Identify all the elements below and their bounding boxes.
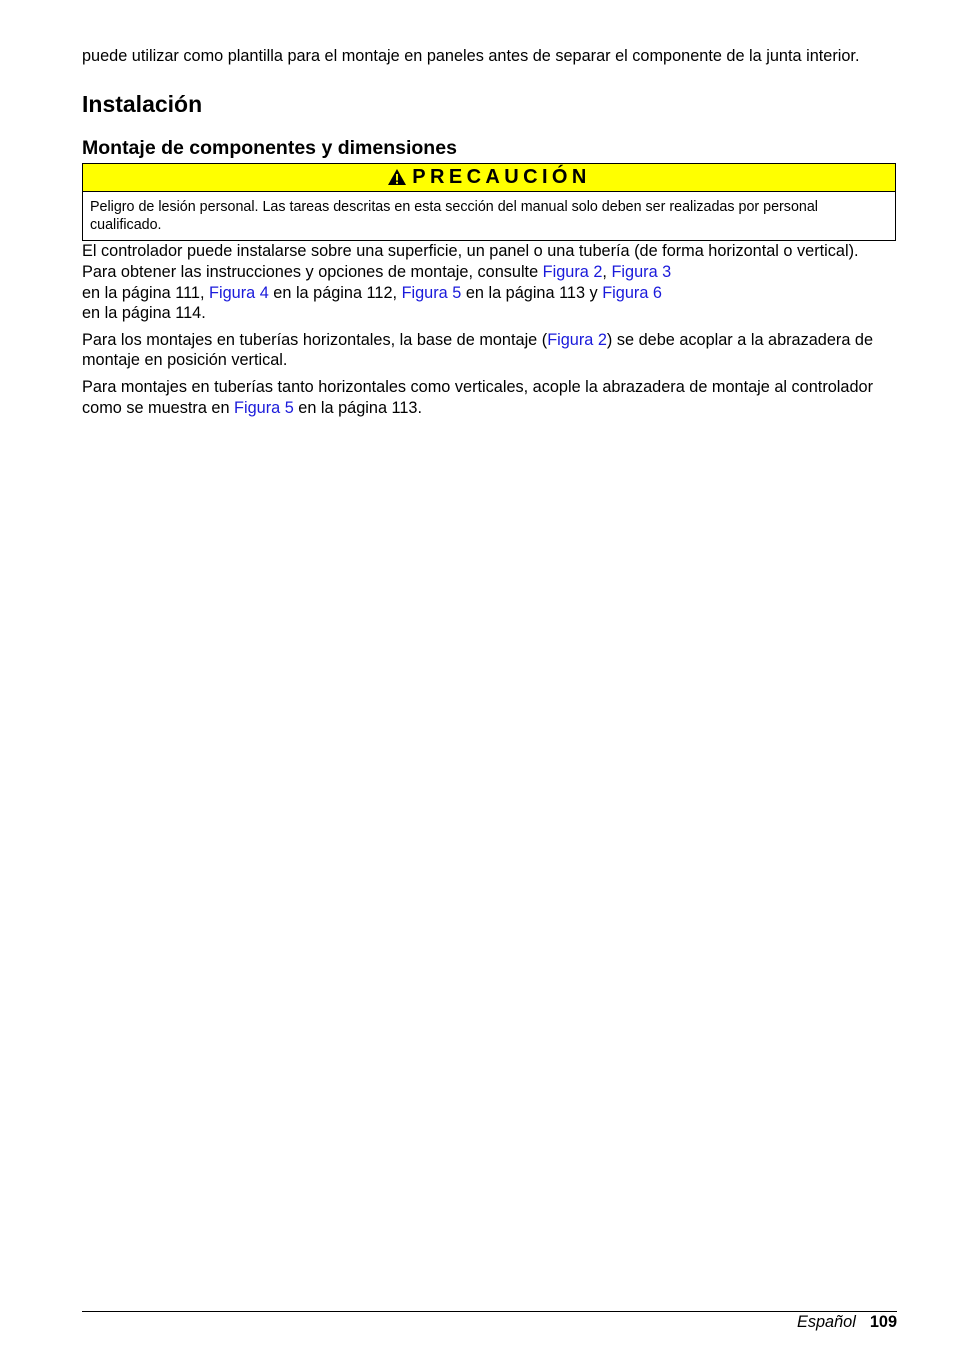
figure-5-link[interactable]: Figura 5 [401, 283, 462, 302]
caution-text: Peligro de lesión personal. Las tareas descritas en esta sección del manual solo deben ser realizadas por personal cualificado. [90, 198, 818, 233]
text-run: en la página 113. [293, 398, 423, 417]
text-run: , [602, 263, 612, 281]
footer-divider [82, 1311, 897, 1312]
figure-2-link[interactable]: Figura 2 [542, 263, 603, 281]
text-run: El controlador puede instalarse sobre una superficie, un panel o una tubería (de forma horizontal o vertical). Para obtener las instrucciones y opciones de montaje, consulte [82, 242, 859, 281]
text-run: en la página 113 y [461, 283, 603, 302]
text-run: en la página 112, [268, 283, 402, 302]
section-title: Instalación [82, 90, 203, 117]
footer-language: Español [796, 1313, 856, 1331]
intro-paragraph: puede utilizar como plantilla para el montaje en paneles antes de separar el componente de la junta interior. [82, 47, 860, 65]
page-footer [797, 1312, 897, 1332]
subsection-title: Montaje de componentes y dimensiones [82, 136, 457, 159]
figure-5-link[interactable]: Figura 5 [234, 398, 294, 417]
figure-3-link[interactable]: Figura 3 [611, 263, 672, 281]
mounting-paragraph [82, 241, 897, 323]
caution-box [82, 163, 896, 242]
page-content [82, 46, 897, 424]
figure-4-link[interactable]: Figura 4 [209, 283, 269, 302]
text-run: en la página 114. [82, 304, 206, 323]
caution-label: PRECAUCIÓN [412, 165, 591, 188]
text-run: en la página 111, [82, 283, 210, 302]
text-run: Para montajes en tuberías tanto horizontales como verticales, acople la abrazadera de montaje al controlador como se muestra en [82, 377, 874, 417]
figure-6-link[interactable]: Figura 6 [602, 283, 662, 302]
page-number: 109 [869, 1313, 897, 1331]
figure-2-link[interactable]: Figura 2 [547, 330, 607, 349]
text-run: ) se debe acoplar a la abrazadera de montaje en posición vertical. [82, 330, 874, 370]
warning-triangle-icon [387, 168, 407, 186]
pipe-mounting-paragraph [82, 377, 897, 418]
text-run: Para los montajes en tuberías horizontales, la base de montaje ( [82, 330, 548, 349]
caution-header [83, 164, 895, 192]
horizontal-pipe-paragraph [82, 330, 897, 371]
